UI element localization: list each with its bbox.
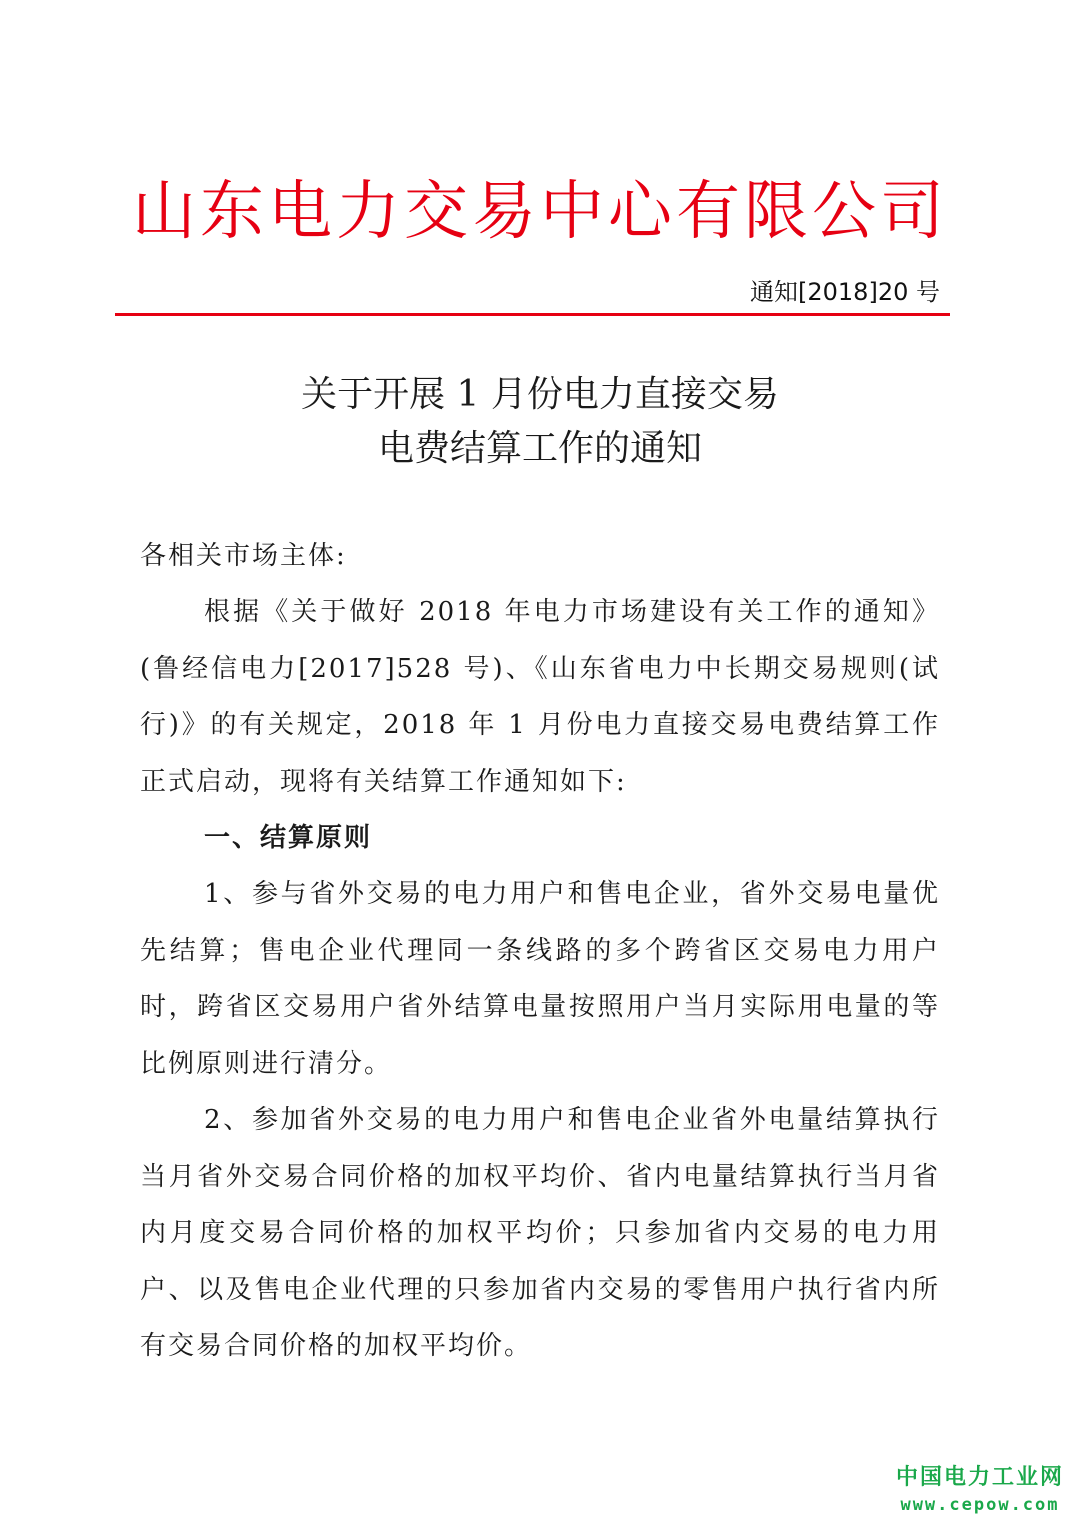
section-heading-settlement-principles: 一、结算原则 [204, 823, 373, 853]
organization-title: 山东电力交易中心有限公司 [132, 175, 948, 249]
principle-item-1: 1、参与省外交易的电力用户和售电企业，省外交易电量优先结算；售电企业代理同一条线路的多个跨省区交易电力用户时，跨省区交易用户省外结算电量按照用户当月实际用电量的等比例原则进行清分。 [140, 879, 940, 1079]
document-number: 通知[2018]20 号 [750, 278, 940, 306]
header-divider [115, 313, 950, 316]
notice-title-line-2: 电费结算工作的通知 [377, 428, 702, 469]
site-watermark [896, 1460, 1064, 1515]
notice-title-line-1: 关于开展 1 月份电力直接交易 [301, 374, 779, 415]
intro-paragraph: 根据《关于做好 2018 年电力市场建设有关工作的通知》(鲁经信电力[2017]528 号)、《山东省电力中长期交易规则(试行)》的有关规定，2018 年 1 月份电力直接交易电费结算工作正式启动，现将有关结算工作通知如下: [140, 597, 940, 797]
principle-item-2: 2、参加省外交易的电力用户和售电企业省外电量结算执行当月省外交易合同价格的加权平均价、省内电量结算执行当月省内月度交易合同价格的加权平均价；只参加省内交易的电力用户、以及售电企业代理的只参加省内交易的零售用户执行省内所有交易合同价格的加权平均价。 [140, 1105, 940, 1361]
watermark-site-url: www.cepow.com [900, 1495, 1060, 1515]
salutation: 各相关市场主体: [140, 541, 347, 571]
watermark-site-name: 中国电力工业网 [895, 1465, 1064, 1490]
notice-title [0, 368, 1080, 476]
